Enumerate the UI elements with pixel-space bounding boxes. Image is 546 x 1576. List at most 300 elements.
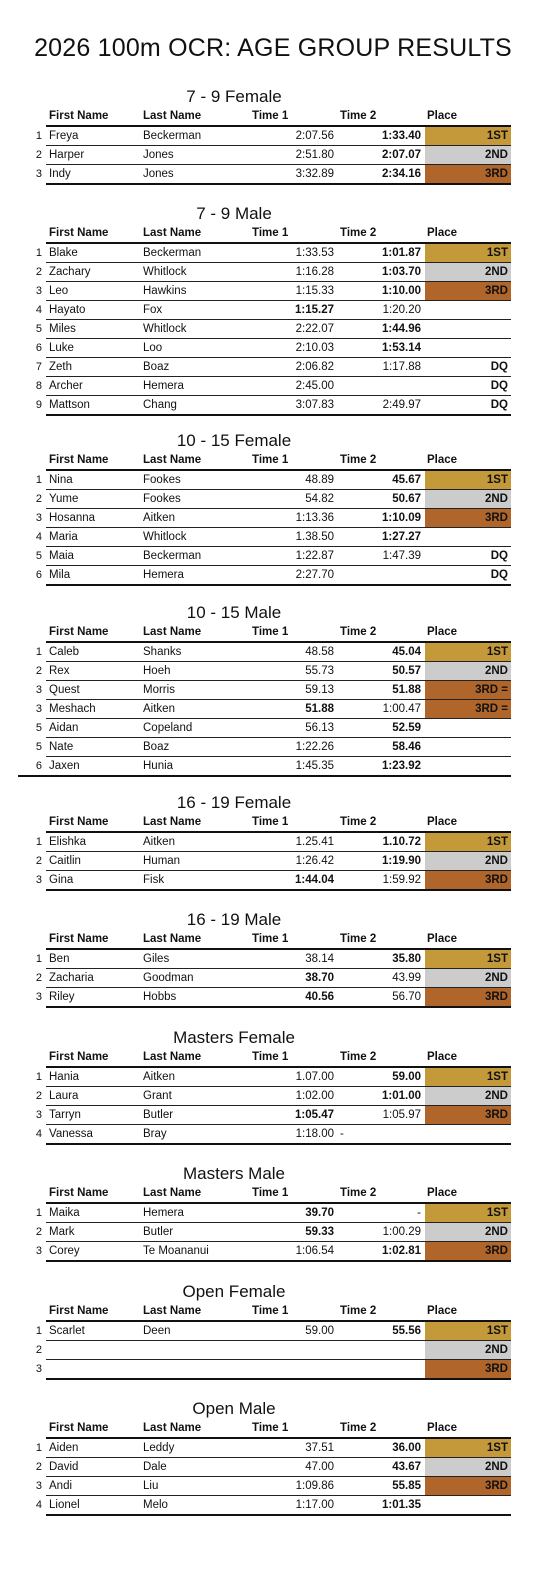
time-1 [252, 1341, 334, 1359]
place-badge: 1ST [425, 643, 511, 661]
time-1: 1:06.54 [295, 1245, 334, 1257]
time-1: 2:22.07 [295, 323, 334, 335]
time-1: 1:09.86 [295, 1480, 334, 1492]
table-header [0, 1303, 546, 1320]
time-2 [340, 566, 421, 584]
time-2: 50.57 [392, 665, 421, 677]
place-badge: DQ [490, 399, 508, 411]
header-last: Last Name [143, 1422, 202, 1434]
row-number: 2 [35, 972, 42, 984]
row-number: 3 [35, 512, 42, 524]
header-place: Place [427, 1187, 458, 1199]
first-name: Jaxen [49, 760, 80, 772]
table-row [35, 681, 511, 700]
header-last: Last Name [143, 816, 202, 828]
table-row [35, 1202, 511, 1223]
place-badge: 1ST [425, 833, 511, 851]
time-2: 56.70 [392, 991, 421, 1003]
row-number: 4 [35, 531, 42, 543]
header-first: First Name [49, 110, 109, 122]
header-place: Place [427, 227, 458, 239]
header-t1: Time 1 [252, 110, 289, 122]
time-2: 55.56 [392, 1325, 421, 1337]
first-name: Scarlet [49, 1325, 85, 1337]
first-name: Hania [49, 1071, 80, 1083]
time-1: 2:10.03 [295, 342, 334, 354]
table-header [0, 931, 546, 948]
results-section [0, 430, 546, 586]
place-badge [425, 528, 511, 546]
place-badge: 3RD [425, 1477, 511, 1495]
time-1: 1.25.41 [295, 836, 334, 848]
place-badge: 2ND [425, 146, 511, 164]
table-row [35, 263, 511, 282]
time-1: 51.88 [305, 703, 334, 715]
table-row [35, 469, 511, 490]
row-number: 3 [35, 168, 42, 180]
row-number: 3 [35, 1109, 42, 1121]
table-row [35, 1341, 511, 1360]
time-1: 37.51 [305, 1442, 334, 1454]
section-title: Open Female [182, 1282, 286, 1301]
header-t2: Time 2 [340, 110, 377, 122]
table-row [35, 1496, 511, 1516]
place-badge: 2ND [425, 1087, 511, 1105]
last-name: Loo [143, 342, 163, 354]
time-1: 1:45.35 [295, 760, 334, 772]
time-1: 1:13.36 [295, 512, 334, 524]
time-2: 52.59 [392, 722, 421, 734]
last-name: Beckerman [143, 130, 202, 142]
last-name: Hemera [143, 380, 184, 392]
table-row [35, 320, 511, 339]
table-row [35, 852, 511, 871]
row-number: 5 [35, 550, 42, 562]
results-section [0, 909, 546, 1008]
header-last: Last Name [143, 1051, 202, 1063]
header-first: First Name [49, 1187, 109, 1199]
table-row [35, 719, 511, 738]
row-number: 5 [35, 323, 42, 335]
table-row [35, 1458, 511, 1477]
time-2: 2:49.97 [382, 399, 421, 411]
results-section [0, 1163, 546, 1262]
table-header [0, 814, 546, 831]
place-badge: 3RD [425, 165, 511, 183]
header-first: First Name [49, 626, 109, 638]
page-title: 2026 100m OCR: AGE GROUP RESULTS [34, 34, 512, 62]
time-2: 50.67 [392, 493, 421, 505]
place-badge [425, 301, 511, 319]
row-number: 2 [35, 1090, 42, 1102]
row-number: 1 [35, 646, 42, 658]
table-row [35, 125, 511, 146]
time-1: 1:22.87 [295, 550, 334, 562]
time-2: 1:10.09 [381, 512, 421, 524]
table-row [35, 566, 511, 586]
place-badge [425, 320, 511, 338]
time-2: 1:03.70 [381, 266, 421, 278]
row-number: 5 [35, 722, 42, 734]
row-number: 6 [35, 760, 42, 772]
time-1: 3:07.83 [295, 399, 334, 411]
place-badge: 1ST [425, 950, 511, 968]
header-t2: Time 2 [340, 1051, 377, 1063]
time-2 [340, 1341, 421, 1359]
time-1: 1:18.00 [295, 1128, 334, 1140]
place-badge: 1ST [425, 471, 511, 489]
row-number: 5 [35, 741, 42, 753]
time-1: 2:07.56 [295, 130, 334, 142]
table-row [35, 1066, 511, 1087]
results-section [0, 1027, 546, 1145]
time-1: 59.00 [305, 1325, 334, 1337]
place-badge: 2ND [425, 263, 511, 281]
time-2: 58.46 [392, 741, 421, 753]
last-name: Aitken [143, 512, 175, 524]
section-title: 10 - 15 Male [186, 603, 282, 622]
place-badge: 1ST [425, 127, 511, 145]
row-number: 1 [35, 1442, 42, 1454]
header-first: First Name [49, 1051, 109, 1063]
header-first: First Name [49, 1422, 109, 1434]
results-section [0, 602, 546, 777]
header-t1: Time 1 [252, 1422, 289, 1434]
table-row [35, 700, 511, 719]
place-badge: 3RD [425, 509, 511, 527]
place-badge: 2ND [425, 852, 511, 870]
results-section [0, 1398, 546, 1516]
time-2: 1:01.87 [381, 247, 421, 259]
time-1: 59.13 [305, 684, 334, 696]
time-1: 1:26.42 [295, 855, 334, 867]
first-name: Ben [49, 953, 70, 965]
row-number: 2 [35, 493, 42, 505]
table-row [35, 490, 511, 509]
place-badge: 1ST [425, 244, 511, 262]
time-1: 1:17.00 [295, 1499, 334, 1511]
row-number: 3 [35, 285, 42, 297]
row-number: 1 [35, 1207, 42, 1219]
table-row [35, 377, 511, 396]
first-name: Miles [49, 323, 76, 335]
header-t1: Time 1 [252, 933, 289, 945]
header-t2: Time 2 [340, 1305, 377, 1317]
table-row [35, 547, 511, 566]
first-name: Aidan [49, 722, 79, 734]
time-1: 40.56 [305, 991, 334, 1003]
table-row [35, 1242, 511, 1262]
last-name: Chang [143, 399, 177, 411]
header-place: Place [427, 816, 458, 828]
time-2: 35.80 [392, 953, 421, 965]
row-number: 3 [35, 1363, 42, 1375]
first-name: Caleb [49, 646, 80, 658]
last-name: Hobbs [143, 991, 177, 1003]
last-name: Aitken [143, 836, 175, 848]
time-1: 38.14 [305, 953, 334, 965]
time-2: 59.00 [392, 1071, 421, 1083]
place-badge: 3RD [425, 1360, 511, 1378]
row-number: 4 [35, 1128, 42, 1140]
time-1: 39.70 [305, 1207, 334, 1219]
first-name: Meshach [49, 703, 96, 715]
place-badge: 1ST [425, 1068, 511, 1086]
last-name: Morris [143, 684, 175, 696]
first-name: Hosanna [49, 512, 96, 524]
place-badge: 3RD [425, 1106, 511, 1124]
header-last: Last Name [143, 1187, 202, 1199]
header-place: Place [427, 454, 458, 466]
time-2: 2:34.16 [381, 168, 421, 180]
place-badge [425, 339, 511, 357]
first-name: Blake [49, 247, 78, 259]
header-place: Place [427, 110, 458, 122]
time-2: 51.88 [392, 684, 421, 696]
section-title: 7 - 9 Male [196, 204, 272, 223]
section-title: 16 - 19 Male [186, 910, 282, 929]
last-name: Deen [143, 1325, 171, 1337]
place-badge [425, 1496, 511, 1514]
time-2: - [417, 1207, 421, 1219]
table-row [35, 1437, 511, 1458]
last-name: Whitlock [143, 323, 187, 335]
last-name: Butler [143, 1226, 174, 1238]
header-t2: Time 2 [340, 1422, 377, 1434]
first-name: Gina [49, 874, 74, 886]
header-t2: Time 2 [340, 626, 377, 638]
place-badge: 2ND [425, 662, 511, 680]
time-1: 1:16.28 [295, 266, 334, 278]
table-header [0, 452, 546, 469]
time-1: 1:44.04 [294, 874, 334, 886]
table-row [35, 528, 511, 547]
time-2: 1:05.97 [382, 1109, 421, 1121]
place-badge: 3RD = [425, 700, 511, 718]
first-name: Harper [49, 149, 85, 161]
row-number: 9 [35, 399, 42, 411]
table-row [35, 1106, 511, 1125]
header-first: First Name [49, 1305, 109, 1317]
last-name: Beckerman [143, 247, 202, 259]
time-2: - [340, 1128, 344, 1140]
first-name: David [49, 1461, 79, 1473]
time-2 [340, 1360, 421, 1378]
last-name [143, 1341, 248, 1359]
time-2: 1:00.47 [382, 703, 421, 715]
row-number: 3 [35, 874, 42, 886]
time-1: 1:15.27 [294, 304, 334, 316]
place-badge [425, 738, 511, 756]
time-1: 54.82 [305, 493, 334, 505]
row-number: 4 [35, 304, 42, 316]
last-name: Goodman [143, 972, 194, 984]
header-first: First Name [49, 454, 109, 466]
results-section [0, 1281, 546, 1380]
first-name: Maika [49, 1207, 80, 1219]
first-name: Laura [49, 1090, 79, 1102]
first-name: Andi [49, 1480, 73, 1492]
first-name: Tarryn [49, 1109, 81, 1121]
first-name: Maia [49, 550, 74, 562]
first-name: Zeth [49, 361, 73, 373]
header-t1: Time 1 [252, 626, 289, 638]
section-title: Open Male [192, 1399, 276, 1418]
table-row [35, 1223, 511, 1242]
row-number: 2 [35, 149, 42, 161]
time-2: 36.00 [392, 1442, 421, 1454]
place-badge: DQ [490, 380, 508, 392]
row-number: 1 [35, 1325, 42, 1337]
table-row [35, 641, 511, 662]
table-row [35, 948, 511, 969]
time-1: 1.07.00 [295, 1071, 334, 1083]
time-2: 1:17.88 [382, 361, 421, 373]
row-number: 3 [35, 703, 42, 715]
table-row [35, 396, 511, 416]
last-name: Te Moananui [143, 1245, 209, 1257]
last-name: Fookes [143, 474, 181, 486]
time-2: 1:10.00 [381, 285, 421, 297]
first-name: Aiden [49, 1442, 79, 1454]
header-last: Last Name [143, 1305, 202, 1317]
last-name: Hemera [143, 1207, 184, 1219]
last-name: Boaz [143, 741, 170, 753]
header-place: Place [427, 1305, 458, 1317]
results-section [0, 792, 546, 891]
first-name: Zachary [49, 266, 91, 278]
table-header [0, 225, 546, 242]
first-name: Caitlin [49, 855, 81, 867]
last-name: Whitlock [143, 266, 187, 278]
header-last: Last Name [143, 454, 202, 466]
time-2: 1:44.96 [381, 323, 421, 335]
row-number: 1 [35, 836, 42, 848]
time-1: 1:02.00 [295, 1090, 334, 1102]
time-2: 1:33.40 [381, 130, 421, 142]
place-badge: 1ST [425, 1322, 511, 1340]
table-row [35, 146, 511, 165]
first-name: Hayato [49, 304, 86, 316]
last-name: Fisk [143, 874, 165, 886]
last-name: Human [143, 855, 181, 867]
last-name: Copeland [143, 722, 193, 734]
row-number: 3 [35, 1480, 42, 1492]
time-2: 55.85 [392, 1480, 421, 1492]
table-row [35, 165, 511, 185]
first-name: Archer [49, 380, 83, 392]
time-2: 1:01.00 [381, 1090, 421, 1102]
last-name: Shanks [143, 646, 182, 658]
table-row [35, 1320, 511, 1341]
row-number: 2 [35, 665, 42, 677]
last-name: Hemera [143, 569, 184, 581]
first-name: Maria [49, 531, 78, 543]
table-header [0, 624, 546, 641]
row-number: 1 [35, 953, 42, 965]
time-2: 1.10.72 [382, 836, 421, 848]
time-2: 1:47.39 [382, 550, 421, 562]
table-row [35, 282, 511, 301]
place-badge: 2ND [425, 1458, 511, 1476]
row-number: 2 [35, 266, 42, 278]
time-2: 1:19.90 [381, 855, 421, 867]
time-2: 43.99 [392, 972, 421, 984]
last-name: Dale [143, 1461, 167, 1473]
first-name [49, 1360, 139, 1378]
time-1: 3:32.89 [295, 168, 334, 180]
table-row [35, 988, 511, 1008]
time-2: 43.67 [392, 1461, 421, 1473]
time-1: 2:45.00 [295, 380, 334, 392]
header-last: Last Name [143, 626, 202, 638]
time-1: 59.33 [305, 1226, 334, 1238]
time-2: 1:23.92 [381, 760, 421, 772]
last-name: Jones [143, 168, 174, 180]
header-t1: Time 1 [252, 1305, 289, 1317]
last-name: Fookes [143, 493, 181, 505]
header-t2: Time 2 [340, 933, 377, 945]
first-name: Zacharia [49, 972, 94, 984]
place-badge: 2ND [425, 1223, 511, 1241]
header-place: Place [427, 1422, 458, 1434]
time-1: 55.73 [305, 665, 334, 677]
row-number: 4 [35, 1499, 42, 1511]
header-t1: Time 1 [252, 1051, 289, 1063]
row-number: 1 [35, 474, 42, 486]
place-badge: 1ST [425, 1204, 511, 1222]
first-name: Leo [49, 285, 69, 297]
last-name: Leddy [143, 1442, 175, 1454]
time-1: 48.89 [305, 474, 334, 486]
header-t1: Time 1 [252, 1187, 289, 1199]
table-row [35, 1087, 511, 1106]
section-title: Masters Female [173, 1028, 295, 1047]
header-last: Last Name [143, 110, 202, 122]
time-2: 2:07.07 [381, 149, 421, 161]
first-name: Riley [49, 991, 75, 1003]
last-name: Fox [143, 304, 163, 316]
row-number: 6 [35, 569, 42, 581]
time-2: 1:00.29 [382, 1226, 421, 1238]
place-badge: 1ST [425, 1439, 511, 1457]
results-section [0, 86, 546, 185]
table-row [35, 1125, 511, 1145]
row-number: 6 [35, 342, 42, 354]
first-name: Mattson [49, 399, 90, 411]
place-badge: 3RD [425, 282, 511, 300]
table-row [35, 738, 511, 757]
first-name: Yume [49, 493, 79, 505]
header-first: First Name [49, 816, 109, 828]
place-badge [425, 757, 511, 775]
time-2: 1:02.81 [381, 1245, 421, 1257]
table-row [35, 339, 511, 358]
place-badge: DQ [490, 569, 508, 581]
table-header [0, 108, 546, 125]
first-name: Rex [49, 665, 70, 677]
row-number: 7 [35, 361, 42, 373]
section-title: 16 - 19 Female [176, 793, 292, 812]
first-name: Quest [49, 684, 80, 696]
time-2: 45.04 [392, 646, 421, 658]
place-badge: 3RD [425, 1242, 511, 1260]
place-badge: 2ND [425, 1341, 511, 1359]
last-name: Aitken [143, 703, 175, 715]
header-place: Place [427, 626, 458, 638]
row-number: 3 [35, 991, 42, 1003]
table-row [35, 301, 511, 320]
